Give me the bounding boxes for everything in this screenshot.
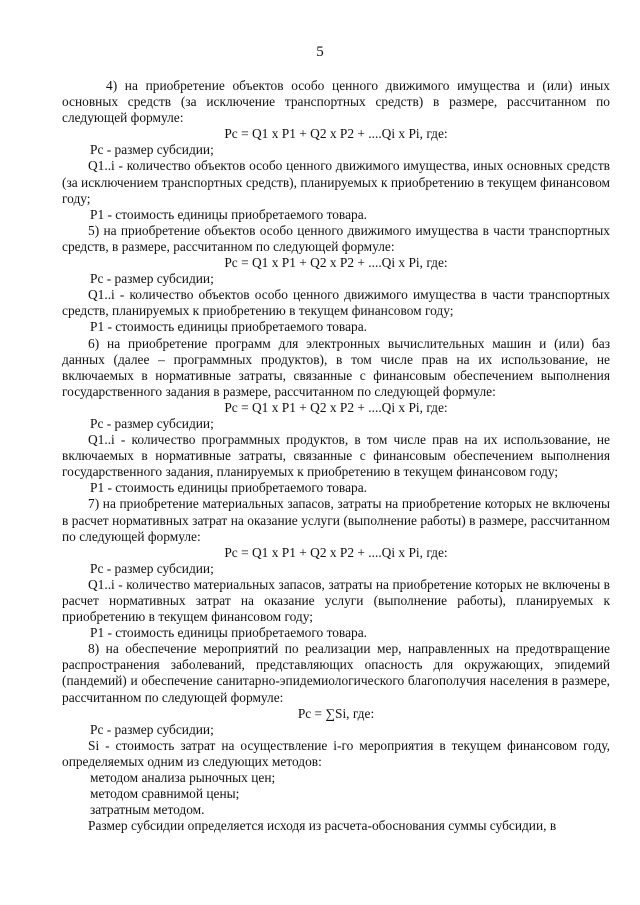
paragraph: P1 - стоимость единицы приобретаемого товара. bbox=[90, 319, 368, 335]
paragraph: 6) на приобретение программ для электронных вычислительных машин и (или) баз данных (далее – программных продуктов), в том числе прав на их использование, не включаемых в нормативные затраты, связанные с финансовым обеспечением выполнения государственного задания в размере, рассчитанном по следующей формуле: bbox=[62, 335, 610, 399]
formula: Pс = Q1 x P1 + Q2 x P2 + ....Qi x Pi, где: bbox=[224, 126, 448, 142]
paragraph: затратным методом. bbox=[90, 802, 205, 818]
page-number: 5 bbox=[316, 44, 324, 60]
formula: Pс = Q1 x P1 + Q2 x P2 + ....Qi x Pi, где: bbox=[224, 544, 448, 560]
paragraph: методом сравнимой цены; bbox=[90, 786, 240, 802]
paragraph: P1 - стоимость единицы приобретаемого товара. bbox=[90, 625, 368, 641]
paragraph: Q1..i - количество программных продуктов, в том числе прав на их использование, не включаемых в нормативные затраты, связанные с финансовым обеспечением выполнения государственного задания, планируемых к приобретению в текущем финансовом году; bbox=[62, 432, 610, 480]
paragraph: Pс - размер субсидии; bbox=[90, 271, 214, 287]
paragraph: 8) на обеспечение мероприятий по реализации мер, направленных на предотвращение распространения заболеваний, представляющих опасность для окружающих, эпидемий (пандемий) и обеспечение санитарно-эпидемиологического благополучия населения в размере, рассчитанном по следующей формуле: bbox=[62, 641, 610, 705]
paragraph: P1 - стоимость единицы приобретаемого товара. bbox=[90, 206, 368, 222]
formula: Pс = ∑Si, где: bbox=[297, 705, 375, 721]
paragraph: Pс - размер субсидии; bbox=[90, 415, 214, 431]
paragraph: Q1..i - количество объектов особо ценного движимого имущества, иных основных средств (за исключением транспортных средств), планируемых к приобретению в текущем финансовом году; bbox=[62, 158, 610, 206]
paragraph: Q1..i - количество объектов особо ценного движимого имущества в части транспортных средств, планируемых к приобретению в текущем финансовом году; bbox=[62, 287, 610, 319]
formula: Pс = Q1 x P1 + Q2 x P2 + ....Qi x Pi, где: bbox=[224, 255, 448, 271]
paragraph: Pс - размер субсидии; bbox=[90, 560, 214, 576]
paragraph: 5) на приобретение объектов особо ценного движимого имущества в части транспортных средств, в размере, рассчитанном по следующей формуле: bbox=[62, 222, 610, 254]
paragraph: Pс - размер субсидии; bbox=[90, 142, 214, 158]
paragraph: 4) на приобретение объектов особо ценного движимого имущества и (или) иных основных средств (за исключение транспортных средств) в размере, рассчитанном по следующей формуле: bbox=[62, 78, 610, 126]
paragraph: методом анализа рыночных цен; bbox=[90, 770, 276, 786]
paragraph: Размер субсидии определяется исходя из расчета-обоснования суммы субсидии, в bbox=[88, 818, 557, 834]
paragraph: 7) на приобретение материальных запасов, затраты на приобретение которых не включены в расчет нормативных затрат на оказание услуги (выполнение работы) в размере, рассчитанном по следующей формуле: bbox=[62, 496, 610, 544]
paragraph: Si - стоимость затрат на осуществление i-го мероприятия в текущем финансовом году, определяемых одним из следующих методов: bbox=[62, 737, 610, 769]
document-body bbox=[62, 78, 610, 834]
paragraph: Q1..i - количество материальных запасов, затраты на приобретение которых не включены в расчет нормативных затрат на оказание услуги (выполнение работы), планируемых к приобретению в текущем финансовом году; bbox=[62, 576, 610, 625]
paragraph: Pс - размер субсидии; bbox=[90, 721, 214, 737]
paragraph: P1 - стоимость единицы приобретаемого товара. bbox=[90, 480, 368, 496]
formula: Pс = Q1 x P1 + Q2 x P2 + ....Qi x Pi, где: bbox=[224, 399, 448, 415]
